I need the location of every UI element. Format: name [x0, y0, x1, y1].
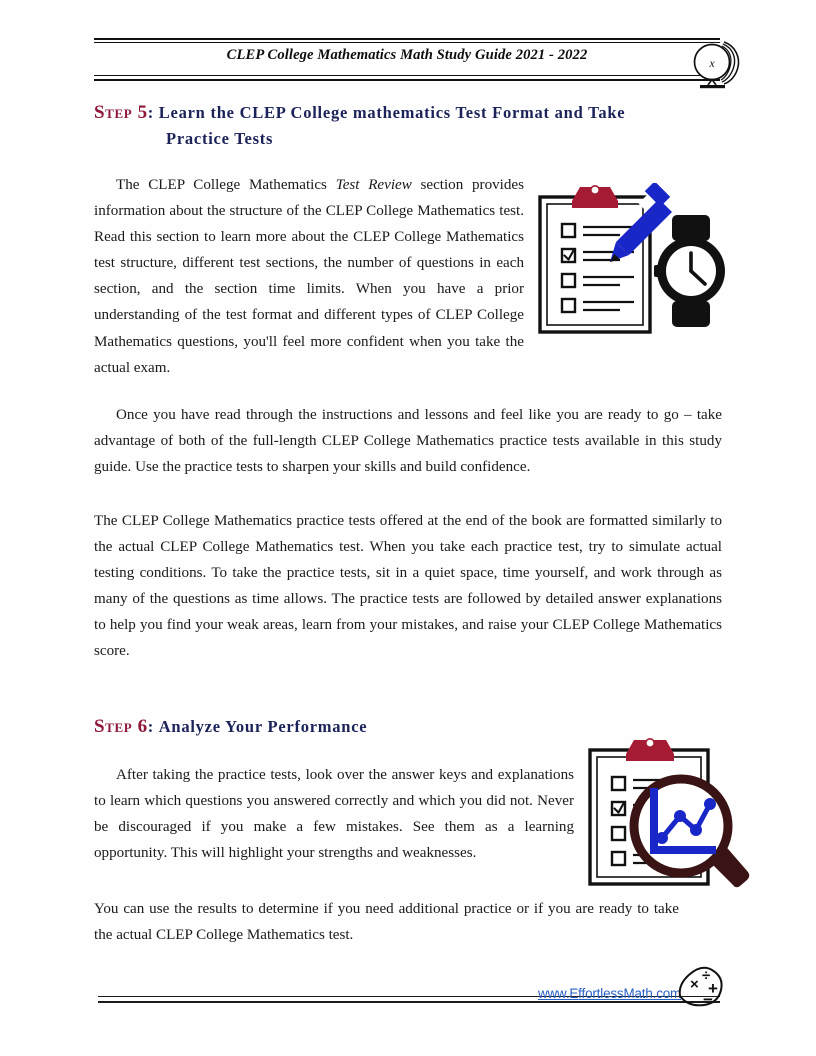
- step-5-title-line2: Practice Tests: [166, 129, 274, 148]
- clipboard-clip-hole-2: [646, 739, 654, 747]
- globe-icon: [688, 36, 744, 92]
- para2-text: Once you have read through the instructions and lessons and feel like you are ready to go – take advantage of both of the full-length CLEP College Mathematics practice tests available in this study guide. Use the practice tests to sharpen your skills and build confidence.: [94, 407, 722, 476]
- paragraph-practice-tests-intro: [94, 402, 722, 480]
- magnifier-lens: [634, 779, 728, 873]
- page-header: [94, 38, 720, 84]
- checkbox-3: [612, 827, 625, 840]
- logo-divide-icon: ÷: [702, 967, 711, 984]
- header-rule-top-thin: [94, 42, 720, 43]
- header-rule-bottom-thin: [94, 75, 720, 76]
- checkbox-1: [612, 777, 625, 790]
- logo-minus-icon: −: [703, 990, 713, 1009]
- footer-rule-thick: [98, 1001, 720, 1003]
- effortless-math-link[interactable]: www.EffortlessMath.com: [538, 986, 682, 1001]
- step-6-colon: :: [147, 717, 154, 736]
- step-5-heading: [94, 100, 724, 151]
- chart-point-2: [674, 810, 686, 822]
- clipboard-board: [540, 197, 650, 332]
- chart-point-3: [690, 824, 702, 836]
- paragraph-test-review: [94, 172, 524, 381]
- step-5-colon: :: [147, 103, 154, 122]
- header-rule-top: [94, 38, 720, 40]
- paragraph-practice-tests-detail: The CLEP College Mathematics practice tests offered at the end of the book are formatted similarly to the actual CLEP College Mathematics test. When you take each practice test, try to simulate actual testing conditions. To take the practice tests, sit in a quiet space, time yourself, and work through as many of the questions as time allows. The practice tests are followed by detailed answer explanations to help you find your weak areas, learn from your mistakes, and raise your CLEP College Mathematics score.: [94, 513, 722, 660]
- para1-part-b: section provides information about the structure of the CLEP College Mathematics test. Read this section to learn more about the CLEP College Mathematics test structure, different test sections, the number of questions in each section, and the section time limits. When you have a prior understanding of the test format and different types of CLEP College Mathematics questions, you'll feel more confident when you take the actual exam.: [94, 177, 524, 376]
- checkbox-4: [612, 852, 625, 865]
- header-rule-bottom: [94, 79, 720, 81]
- step-6-title: Analyze Your Performance: [158, 717, 368, 736]
- checkbox-1: [562, 224, 575, 237]
- para1-part-a: The CLEP College Mathematics: [116, 177, 336, 193]
- step-6-kicker: Step 6: [94, 716, 148, 737]
- watch-icon: [654, 215, 725, 327]
- para1-emphasis: Test Review: [335, 177, 412, 193]
- logo-plus-icon: +: [708, 979, 718, 998]
- clipboard-clip-hole: [591, 186, 599, 194]
- header-title: CLEP College Mathematics Math Study Guide 2021 - 2022: [226, 47, 588, 63]
- logo-multiply-icon: ×: [690, 976, 699, 993]
- globe-letter: x: [709, 56, 715, 70]
- chart-point-1: [656, 832, 668, 844]
- para4-text: After taking the practice tests, look over the answer keys and explanations to learn which questions you answered correctly and which you did not. Never be discouraged if you make a few mistakes. See them as a learning opportunity. This will highlight your strengths and weaknesses.: [94, 767, 574, 862]
- clipboard-magnifier-illustration: [588, 736, 758, 891]
- paragraph-use-results: You can use the results to determine if you need additional practice or if you are ready to take the actual CLEP College Mathematics test.: [94, 901, 679, 944]
- checkbox-4: [562, 299, 575, 312]
- chart-point-4: [704, 798, 716, 810]
- step-5-title-line1: Learn the CLEP College mathematics Test Format and Take: [158, 103, 626, 122]
- paragraph-analyze-performance: [94, 762, 574, 866]
- watch-crown: [654, 265, 662, 277]
- step-5-kicker: Step 5: [94, 102, 148, 123]
- checkbox-3: [562, 274, 575, 287]
- clipboard-pencil-watch-illustration: [538, 183, 728, 338]
- effortless-math-logo: [676, 962, 728, 1010]
